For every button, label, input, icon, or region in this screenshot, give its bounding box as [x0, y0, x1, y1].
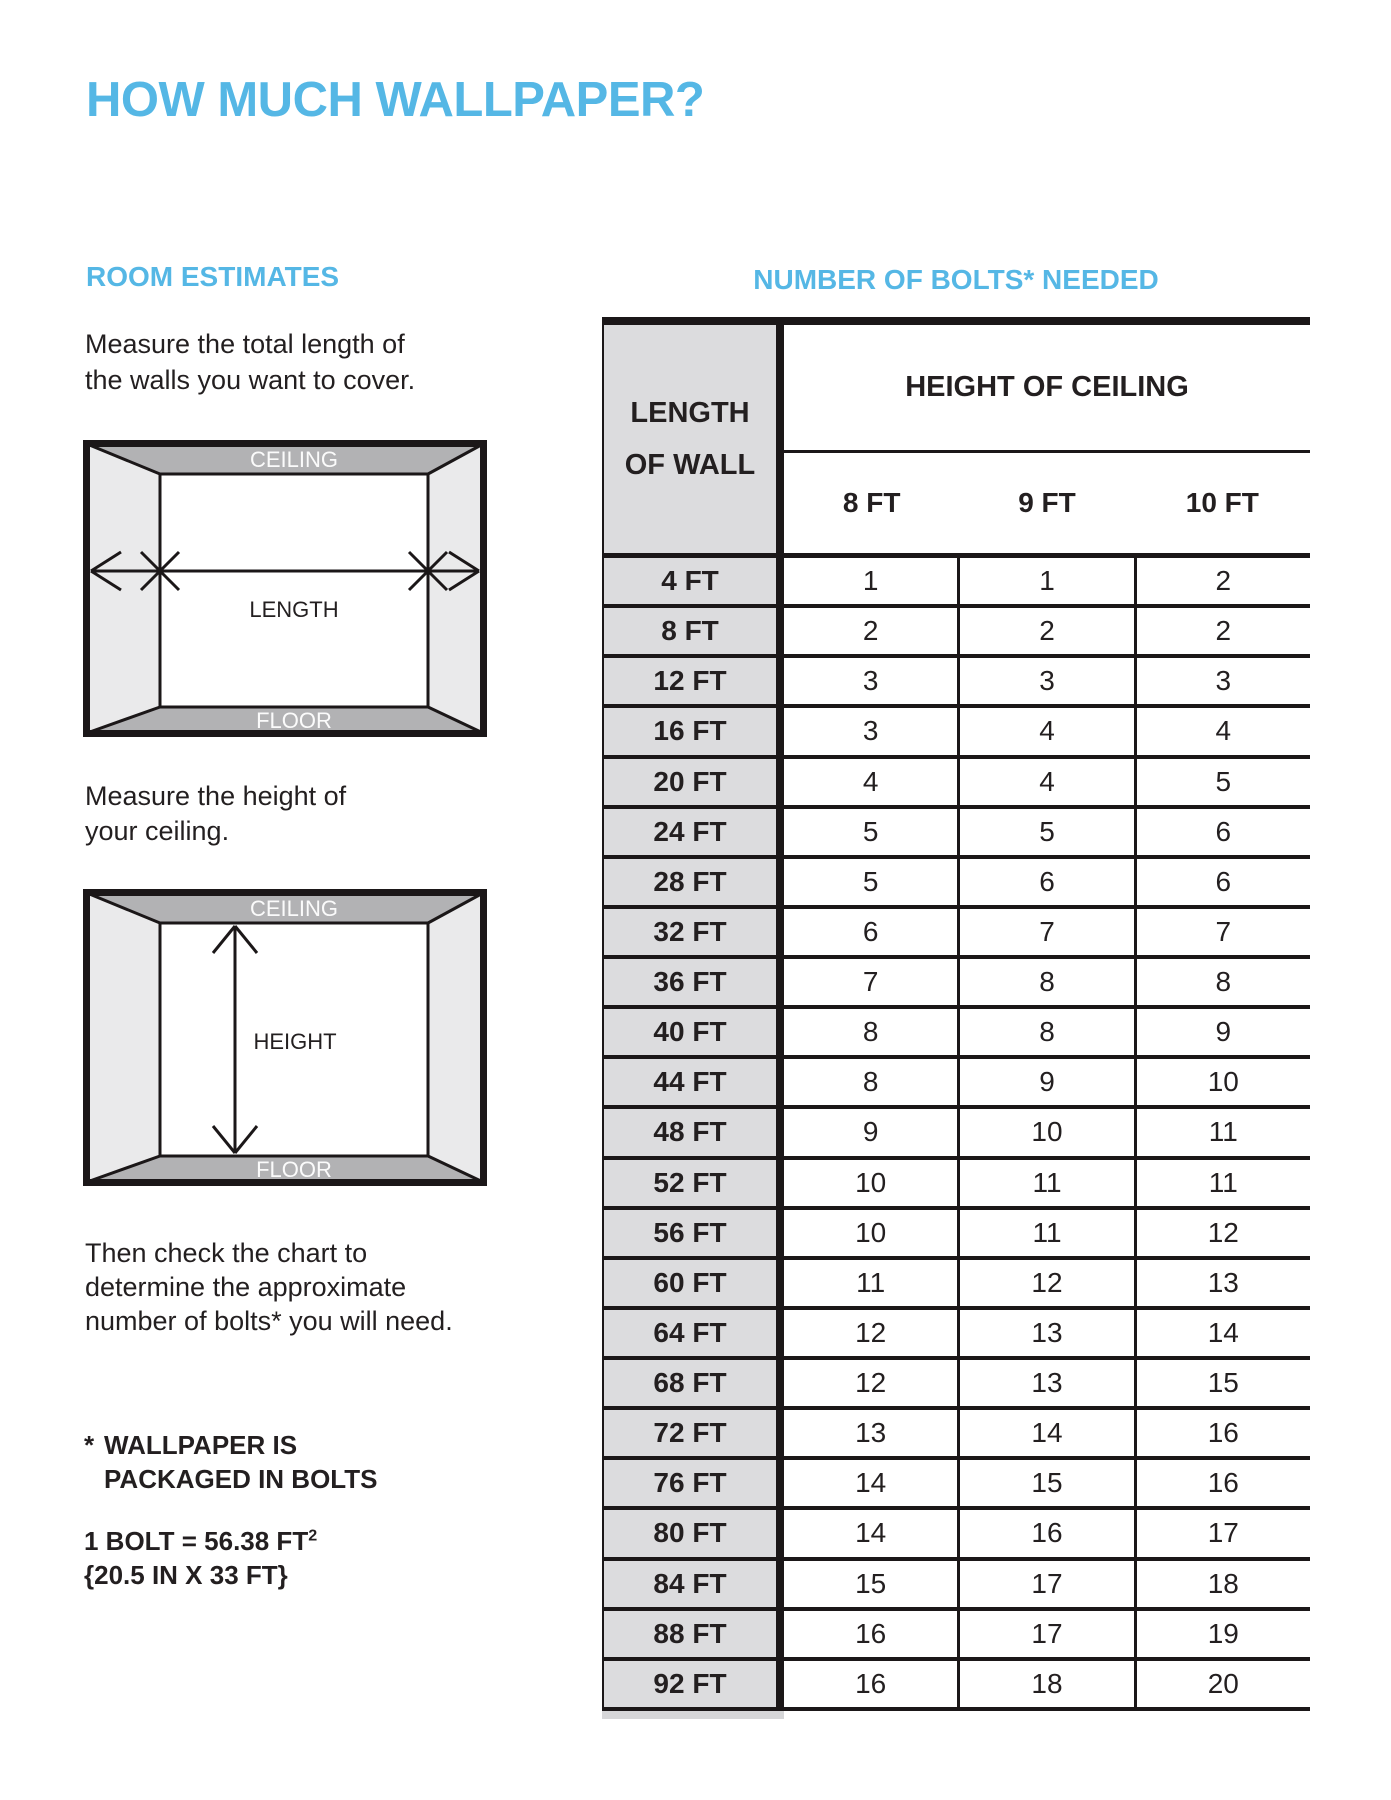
- table-row: [602, 809, 1310, 859]
- height-label: HEIGHT: [253, 1029, 337, 1054]
- instruction-length-line1: Measure the total length of: [85, 329, 405, 359]
- bolt-count-cell: 15: [957, 1460, 1133, 1506]
- bolt-count-cell: 14: [855, 1467, 887, 1499]
- bolts-table-body: [602, 558, 1310, 1711]
- table-row: [602, 909, 1310, 959]
- bolt-count-cell: 2: [862, 615, 879, 647]
- wall-length-cell: 76 FT: [602, 1460, 776, 1506]
- bolt-count-cell: 11: [856, 1266, 886, 1298]
- left-wall-surface: [87, 444, 160, 733]
- bolt-count-cell: 4: [957, 708, 1133, 754]
- bolt-count-cell: 6: [957, 859, 1133, 905]
- footnote-line1: WALLPAPER IS: [104, 1430, 298, 1460]
- bolt-count-cell: 7: [957, 909, 1133, 955]
- instruction-chart-line3: number of bolts* you will need.: [85, 1306, 453, 1336]
- bolt-count-cell: 19: [1134, 1611, 1310, 1657]
- bolt-count-cell: 16: [855, 1617, 887, 1649]
- bolt-count-cell: 2: [957, 608, 1133, 654]
- bolt-count-cell: 3: [957, 658, 1133, 704]
- table-row: [602, 1210, 1310, 1260]
- floor-label: FLOOR: [256, 708, 332, 733]
- table-row: [602, 1611, 1310, 1661]
- instruction-height-line2: your ceiling.: [85, 816, 230, 846]
- wall-length-cell: 36 FT: [602, 959, 776, 1005]
- ceiling-height-diagram: [83, 889, 487, 1186]
- instruction-height: [85, 779, 346, 849]
- bolt-count-cell: 2: [1134, 558, 1310, 604]
- bolt-count-cell: 15: [855, 1567, 887, 1599]
- bolt-count-cell: 7: [1134, 909, 1310, 955]
- bolt-count-cell: 5: [862, 815, 879, 847]
- bolt-count-cell: 10: [855, 1216, 887, 1248]
- bolt-count-cell: 3: [862, 715, 879, 747]
- column-header-8ft: 8 FT: [842, 487, 901, 518]
- right-wall-surface: [428, 444, 483, 733]
- wall-length-cell: 84 FT: [602, 1561, 776, 1607]
- bolt-count-cell: 9: [1134, 1009, 1310, 1055]
- bolt-footnote: [84, 1428, 377, 1496]
- footnote-line2: PACKAGED IN BOLTS: [104, 1464, 378, 1494]
- instruction-length: [85, 326, 415, 398]
- table-row: [602, 1310, 1310, 1360]
- bolt-count-cell: 13: [855, 1417, 887, 1449]
- page-title: HOW MUCH WALLPAPER?: [86, 73, 705, 127]
- bolt-count-cell: 10: [1134, 1059, 1310, 1105]
- bolt-count-cell: 6: [1134, 859, 1310, 905]
- wall-length-cell: 4 FT: [602, 558, 776, 604]
- wall-length-cell: 56 FT: [602, 1210, 776, 1256]
- back-wall: [160, 474, 428, 707]
- bolt-count-cell: 2: [1134, 608, 1310, 654]
- bolt-count-cell: 12: [957, 1260, 1133, 1306]
- table-row: [602, 859, 1310, 909]
- room-length-diagram: [83, 440, 487, 737]
- bolt-count-cell: 1: [862, 565, 879, 597]
- bolt-count-cell: 1: [957, 558, 1133, 604]
- wall-length-cell: 52 FT: [602, 1160, 776, 1206]
- bolt-count-cell: 18: [1134, 1561, 1310, 1607]
- instruction-chart-line1: Then check the chart to: [85, 1238, 368, 1268]
- bolt-count-cell: 16: [855, 1667, 887, 1699]
- table-row: [602, 1410, 1310, 1460]
- room-estimates-heading: ROOM ESTIMATES: [86, 261, 340, 292]
- asterisk: *: [84, 1430, 95, 1460]
- bolt-count-cell: 11: [957, 1210, 1133, 1256]
- bolt-count-cell: 11: [1134, 1160, 1310, 1206]
- column-header-9ft: 9 FT: [1018, 487, 1076, 518]
- table-row: [602, 1009, 1310, 1059]
- table-top-border: [602, 317, 1310, 325]
- column-divider-bar: [776, 317, 784, 1711]
- wall-length-cell: 92 FT: [602, 1661, 776, 1707]
- wall-length-cell: 40 FT: [602, 1009, 776, 1055]
- length-of-wall-header: LENGTH OF WALL: [602, 325, 776, 553]
- instruction-height-line1: Measure the height of: [85, 781, 347, 811]
- squared-superscript: 2: [308, 1526, 318, 1545]
- bolt-count-cell: 5: [862, 865, 879, 897]
- table-header: [602, 325, 1310, 553]
- wall-length-cell: 72 FT: [602, 1410, 776, 1456]
- bolt-count-cell: 18: [957, 1661, 1133, 1707]
- bolt-count-cell: 8: [1134, 959, 1310, 1005]
- bolt-count-cell: 20: [1134, 1661, 1310, 1707]
- bolt-count-cell: 9: [862, 1116, 879, 1148]
- bolts-needed-heading: NUMBER OF BOLTS* NEEDED: [753, 264, 1159, 295]
- bolt-count-cell: 8: [957, 1009, 1133, 1055]
- wall-length-cell: 88 FT: [602, 1611, 776, 1657]
- bolt-count-cell: 17: [957, 1561, 1133, 1607]
- bolt-count-cell: 17: [957, 1611, 1133, 1657]
- bolt-count-cell: 16: [957, 1510, 1133, 1556]
- bolt-count-cell: 10: [855, 1166, 887, 1198]
- wall-length-cell: 64 FT: [602, 1310, 776, 1356]
- bolt-count-cell: 6: [862, 915, 879, 947]
- wall-length-cell: 60 FT: [602, 1260, 776, 1306]
- table-row: [602, 708, 1310, 758]
- bolt-count-cell: 7: [862, 966, 879, 998]
- bolt-equation: 1 BOLT = 56.38 $FT^2$: [84, 1526, 318, 1556]
- wall-length-cell: 32 FT: [602, 909, 776, 955]
- bolt-count-cell: 5: [957, 809, 1133, 855]
- wall-length-cell: 44 FT: [602, 1059, 776, 1105]
- bolt-count-cell: 8: [957, 959, 1133, 1005]
- table-row: [602, 1109, 1310, 1159]
- ceiling-label: CEILING: [249, 896, 339, 921]
- bolt-dimensions: {20.5 IN X 33 FT}: [84, 1560, 288, 1590]
- table-row: [602, 608, 1310, 658]
- table-row: [602, 1059, 1310, 1109]
- bolt-count-cell: 10: [957, 1109, 1133, 1155]
- left-wall-surface: [87, 893, 160, 1182]
- bolt-count-cell: 3: [862, 665, 879, 697]
- table-row: [602, 558, 1310, 608]
- instruction-chart-line2: determine the approximate: [85, 1272, 407, 1302]
- bolt-count-cell: 17: [1134, 1510, 1310, 1556]
- column-header-10ft: 10 FT: [1185, 487, 1259, 518]
- bolt-count-cell: 11: [957, 1160, 1133, 1206]
- wall-length-cell: 48 FT: [602, 1109, 776, 1155]
- bolt-count-cell: 5: [1134, 759, 1310, 805]
- floor-label: FLOOR: [256, 1157, 332, 1182]
- wall-length-cell: 16 FT: [602, 708, 776, 754]
- table-row: [602, 1360, 1310, 1410]
- bolt-count-cell: 9: [957, 1059, 1133, 1105]
- ceiling-height-subheader-row: [784, 453, 1310, 553]
- wall-length-cell: 8 FT: [602, 608, 776, 654]
- bolt-count-cell: 6: [1134, 809, 1310, 855]
- table-row: [602, 1460, 1310, 1510]
- table-row: [602, 1661, 1310, 1711]
- instruction-length-line2: the walls you want to cover.: [85, 365, 416, 395]
- bolt-count-cell: 8: [862, 1066, 879, 1098]
- bolt-count-cell: 13: [1134, 1260, 1310, 1306]
- bolt-count-cell: 15: [1134, 1360, 1310, 1406]
- bolt-count-cell: 14: [1134, 1310, 1310, 1356]
- wall-length-cell: 20 FT: [602, 759, 776, 805]
- table-shadow-strip: [602, 1711, 784, 1719]
- bolts-table: [602, 317, 1310, 1711]
- table-row: [602, 1260, 1310, 1310]
- bolt-count-cell: 14: [855, 1517, 887, 1549]
- table-row: [602, 1510, 1310, 1560]
- instruction-chart: [85, 1236, 453, 1338]
- bolt-count-cell: 16: [1134, 1460, 1310, 1506]
- bolt-size-info: [84, 1524, 317, 1592]
- bolt-count-cell: 4: [862, 765, 879, 797]
- bolt-count-cell: 4: [957, 759, 1133, 805]
- height-of-ceiling-header: HEIGHT OF CEILING: [905, 371, 1189, 403]
- bolt-count-cell: 3: [1134, 658, 1310, 704]
- bolt-count-cell: 12: [855, 1316, 887, 1348]
- table-row: [602, 1160, 1310, 1210]
- wall-length-cell: 12 FT: [602, 658, 776, 704]
- bolt-count-cell: 12: [1134, 1210, 1310, 1256]
- bolt-count-cell: 12: [855, 1367, 887, 1399]
- table-row: [602, 658, 1310, 708]
- table-row: [602, 759, 1310, 809]
- wall-length-cell: 24 FT: [602, 809, 776, 855]
- bolt-count-cell: 14: [957, 1410, 1133, 1456]
- bolt-count-cell: 16: [1134, 1410, 1310, 1456]
- wall-length-cell: 80 FT: [602, 1510, 776, 1556]
- bolt-count-cell: 8: [862, 1016, 879, 1048]
- right-wall-surface: [428, 893, 483, 1182]
- wall-length-cell: 28 FT: [602, 859, 776, 905]
- bolt-count-cell: 13: [957, 1310, 1133, 1356]
- ceiling-label: CEILING: [249, 447, 339, 472]
- table-row: [602, 1561, 1310, 1611]
- wall-length-cell: 68 FT: [602, 1360, 776, 1406]
- table-row: [602, 959, 1310, 1009]
- length-label: LENGTH: [249, 597, 339, 622]
- bolt-count-cell: 4: [1134, 708, 1310, 754]
- bolt-count-cell: 11: [1134, 1109, 1310, 1155]
- bolt-count-cell: 13: [957, 1360, 1133, 1406]
